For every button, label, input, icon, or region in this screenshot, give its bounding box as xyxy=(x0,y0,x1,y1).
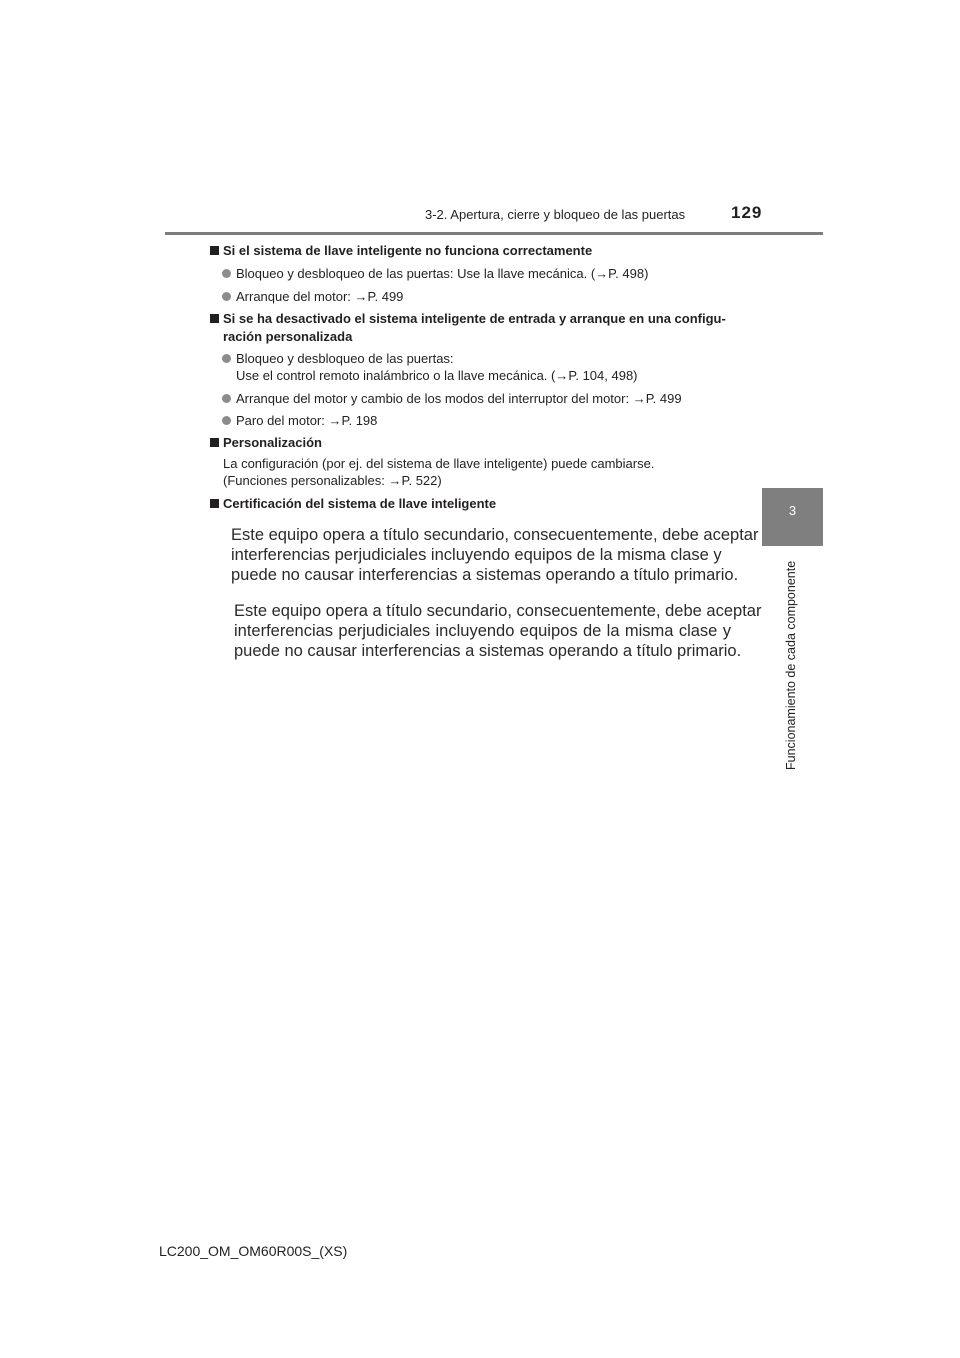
list-item: Arranque del motor: →P. 499 xyxy=(222,288,403,305)
list-item: Bloqueo y desbloqueo de las puertas: xyxy=(222,350,454,367)
section-heading: Si se ha desactivado el sistema inteligente de entrada y arranque en una configu- xyxy=(210,310,726,327)
square-bullet-icon xyxy=(210,499,219,508)
paragraph-line: La configuración (por ej. del sistema de llave inteligente) puede cambiarse. xyxy=(223,456,655,471)
list-item: Bloqueo y desbloqueo de las puertas: Use la llave mecánica. (→P. 498) xyxy=(222,265,648,282)
section-heading-continued: ración personalizada xyxy=(223,329,353,344)
list-item: Paro del motor: →P. 198 xyxy=(222,412,377,429)
header-divider xyxy=(165,232,823,235)
square-bullet-icon xyxy=(210,438,219,447)
round-bullet-icon xyxy=(222,394,231,403)
page-number: 129 xyxy=(731,203,763,222)
certification-text-line: puede no causar interferencias a sistemas operando a título primario. xyxy=(234,642,742,660)
paragraph-line: (Funciones personalizables: →P. 522) xyxy=(223,473,442,488)
certification-text-line: Este equipo opera a título secundario, consecuentemente, debe aceptar xyxy=(231,526,759,544)
round-bullet-icon xyxy=(222,354,231,363)
certification-text-line: interferencias perjudiciales incluyendo equipos de la misma clase y xyxy=(234,622,731,640)
certification-text-line: puede no causar interferencias a sistemas operando a título primario. xyxy=(231,566,739,584)
running-header-section: 3-2. Apertura, cierre y bloqueo de las puertas xyxy=(425,207,686,222)
chapter-tab-label-text: Funcionamiento de cada componente xyxy=(784,560,798,770)
section-heading: Personalización xyxy=(210,434,322,451)
chapter-tab-label xyxy=(781,551,801,771)
round-bullet-icon xyxy=(222,292,231,301)
chapter-tab-number: 3 xyxy=(788,503,797,518)
square-bullet-icon xyxy=(210,314,219,323)
list-item: Arranque del motor y cambio de los modos del interruptor del motor: →P. 499 xyxy=(222,390,682,407)
certification-text-line: interferencias perjudiciales incluyendo equipos de la misma clase y xyxy=(231,546,722,564)
section-heading: Si el sistema de llave inteligente no funciona correctamente xyxy=(210,242,592,259)
square-bullet-icon xyxy=(210,246,219,255)
section-heading: Certificación del sistema de llave inteligente xyxy=(210,495,496,512)
round-bullet-icon xyxy=(222,416,231,425)
certification-text-line: Este equipo opera a título secundario, consecuentemente, debe aceptar xyxy=(234,602,762,620)
document-code: LC200_OM_OM60R00S_(XS) xyxy=(159,1243,348,1259)
list-item-continued: Use el control remoto inalámbrico o la llave mecánica. (→P. 104, 498) xyxy=(236,368,638,383)
round-bullet-icon xyxy=(222,269,231,278)
